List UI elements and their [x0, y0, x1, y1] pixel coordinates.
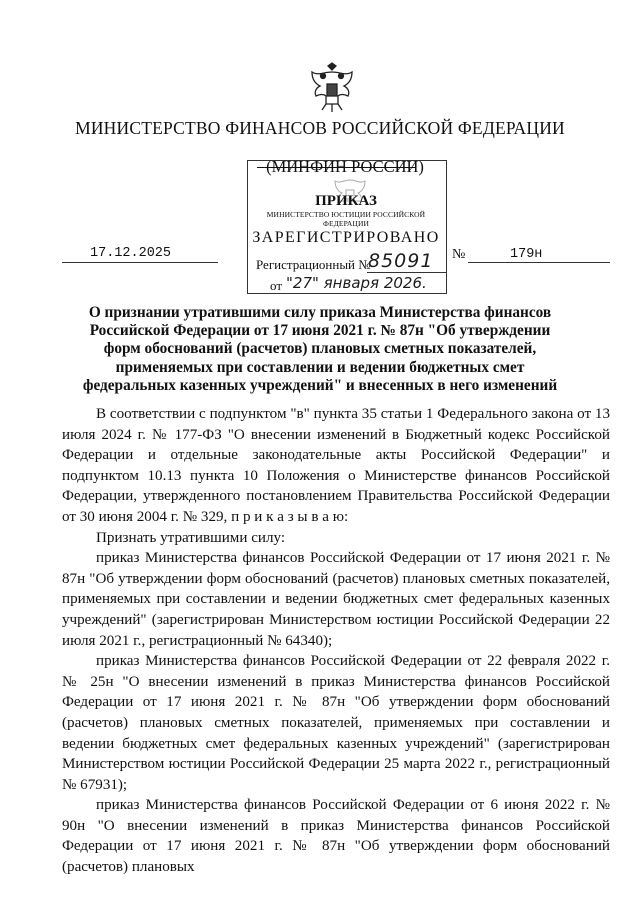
repealed-item: приказ Министерства финансов Российской Федерации от 17 июня 2021 г. № 87н "Об утверждении форм обоснований (расчетов) плановых сметных показателей, применяемых при составлении и ведении бюджетных смет федеральных казенных учреждений" (зарегистрирован Министерством юстиции Российской Федерации 22 июля 2021 г., регистрационный № 64340);: [62, 550, 610, 649]
order-date-underline: [62, 262, 218, 263]
number-sign: №: [452, 247, 466, 262]
registered-label: ЗАРЕГИСТРИРОВАНО: [252, 229, 440, 246]
order-title: О признании утратившими силу приказа Министерства финансов Российской Федерации от 17 июня 2021 г. № 87н "Об утверждении форм обоснований (расчетов) плановых сметных показателей, применяемых при составлении и ведении бюджетных смет федеральных казенных учреждений" и внесенных в него изменений: [82, 304, 558, 394]
strikethrough-line: [257, 167, 415, 168]
repealed-item: приказ Министерства финансов Российской Федерации от 6 июня 2022 г. № 90н "О внесении изменений в приказ Министерства финансов Российской Федерации от 17 июня 2021 г. № 87н "Об утверждении форм обоснований (расчетов) плановых: [62, 797, 610, 876]
order-number: 179н: [510, 247, 543, 262]
coat-of-arms-icon: [306, 62, 358, 114]
ministry-name: МИНИСТЕРСТВО ФИНАНСОВ РОССИЙСКОЙ ФЕДЕРАЦИИ: [75, 118, 565, 138]
justice-ministry-name: МИНИСТЕРСТВО ЮСТИЦИИ РОССИЙСКОЙ ФЕДЕРАЦИИ: [266, 210, 426, 228]
registration-number-handwritten: 85091: [368, 250, 434, 272]
order-date: 17.12.2025: [90, 246, 172, 261]
repealed-item: приказ Министерства финансов Российской Федерации от 22 февраля 2022 г. № 25н "О внесении изменений в приказ Министерства финансов Российской Федерации от 17 июня 2021 г. № 87н "Об утверждении форм обоснований (расчетов) плановых сметных показателей, применяемых при составлении и ведении бюджетных смет федеральных казенных учреждений" (зарегистрирован Министерством юстиции Российской Федерации 25 марта 2022 г., регистрационный № 67931);: [62, 653, 610, 793]
ministry-short-name: (МИНФИН РОССИИ): [266, 157, 424, 176]
order-number-underline: [468, 262, 610, 263]
decision-paragraph: Признать утратившими силу:: [96, 529, 286, 546]
document-type: ПРИКАЗ: [315, 193, 377, 209]
registration-number-label: Регистрационный №: [256, 257, 371, 272]
order-body: [62, 404, 610, 878]
registration-date-prefix: от: [270, 278, 283, 293]
preamble-paragraph: В соответствии с подпунктом "в" пункта 35 статьи 1 Федерального закона от 13 июля 2024 г. № 177-ФЗ "О внесении изменений в Бюджетный кодекс Российской Федерации и отдельные законодательные акты Российской Федерации" и подпунктом 10.13 пункта 10 Положения о Министерстве финансов Российской Федерации, утвержденного постановлением Правительства Российской Федерации от 30 июня 2004 г. № 329, п р и к а з ы в а ю:: [62, 406, 610, 525]
registration-date-handwritten: "27" января 2026.: [286, 274, 427, 292]
registration-number-underline: [367, 272, 447, 273]
